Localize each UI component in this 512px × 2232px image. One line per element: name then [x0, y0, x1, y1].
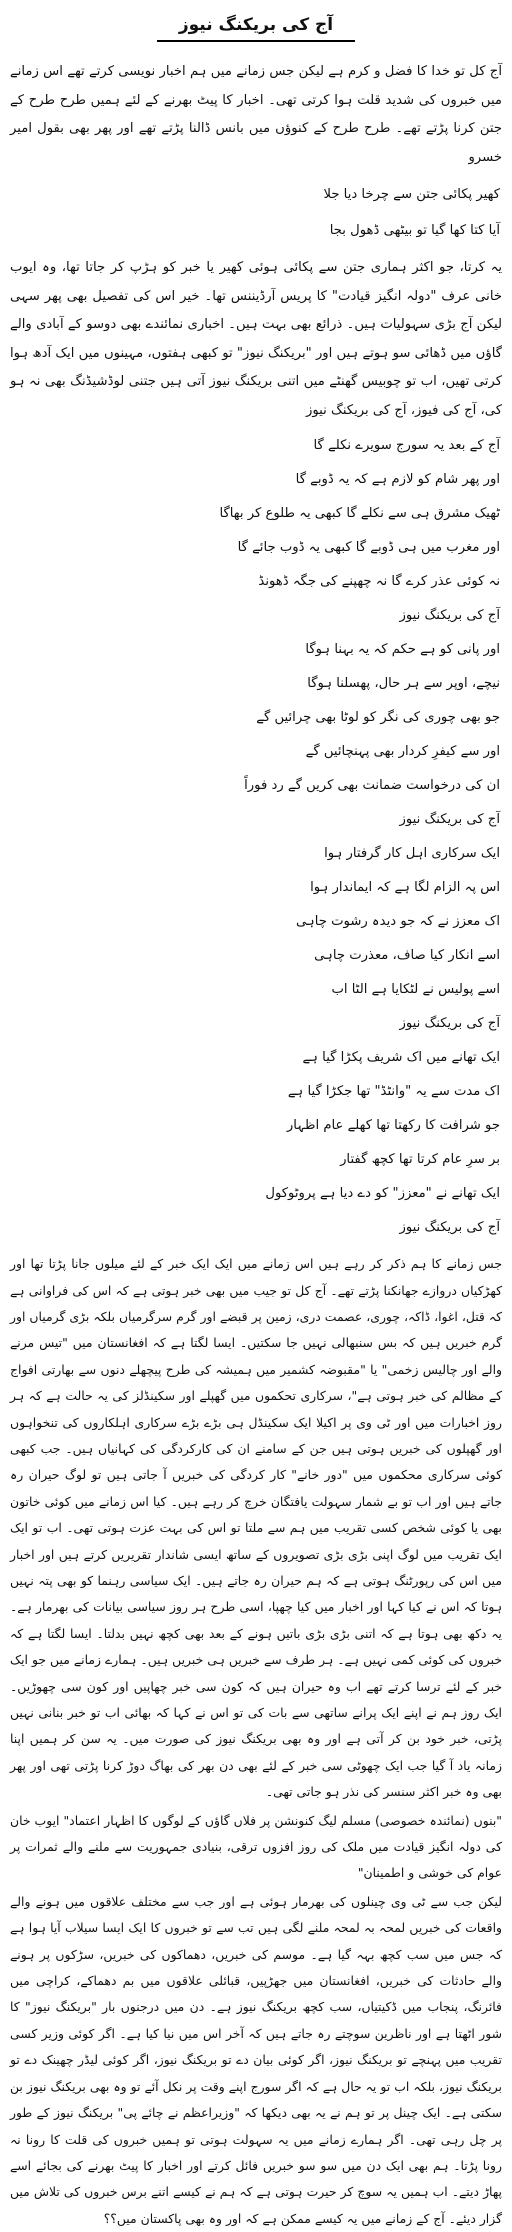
- article-title: آج کی بریکنگ نیوز: [157, 14, 355, 42]
- poem-line: آج کی بریکنگ نیوز: [399, 812, 500, 828]
- poem-line: اک مدت سے یہ "وانٹڈ" تھا جکڑا گیا ہے: [287, 1084, 500, 1100]
- couplet-block: [10, 176, 502, 248]
- body-paragraph: جس زمانے کا ہم ذکر کر رہے ہیں اس زمانے میں ایک ایک خبر کے لئے میلوں جانا پڑتا تھا اور کھڑکیاں دروازے جھانکنا پڑتے تھے۔ آج کل تو جیب میں بھی خبر ہوتی ہے کہ اس کی فراوانی ہے کہ قتل، اغوا، ڈاکہ، چوری، عصمت دری، زمین پر قبضے اور گرم سرگرمیاں بلکہ بڑی گرمیاں اور گرم خبریں ہیں کہ بس سنبھالی نہیں جا سکتیں۔ ایسا لگتا ہے کہ افغانستان میں "تیس مرنے والے اور چالیس زخمی" یا "مقبوضہ کشمیر میں ہمیشہ کی طرح پیچھلے دنوں سے بھارتی افواج کے مظالم کی خبر ہوتی ہے"، سرکاری تحکموں میں گھپلے اور سکینڈلز کی یہ حالت ہے کہ ہر روز اخبارات میں اور ٹی وی پر اکیلا ایک سکینڈل ہی بڑے بڑے سرکاری اہلکاروں کی تنخواہوں اور گھپلوں کی خبریں ہوتی ہیں جن کے سامنے ان کی کارکردگی کی کہانیاں ہیں۔ جب کبھی کوئی سرکاری محکموں میں "دور خانے" کار کردگی کی خبریں آ جاتی ہیں تو لوگ حیران رہ جاتے ہیں اور اب تو بے شمار سہولت یافتگان خرچ کر رہے ہیں۔ کیا اس زمانے میں کوئی خاتون بھی یا کوئی شخص کسی تقریب میں ہم سے ملتا تو اس کی بہت عزت ہوتی تھی۔ اب تو ایک ایک تقریب میں لوگ اپنی بڑی بڑی تصویروں کے ساتھ ایسی شاندار تقریریں کرتے ہیں اور اخبار میں اس کی رپورٹنگ ہوتی ہے کہ ہم حیران رہ جاتے ہیں۔ ایک سیاسی رہنما کو بھی پتہ نہیں ہوتا کہ اس نے کیا کہا اور اخبار میں کیا چھپا، اسی طرح ہر روز سیاسی بیانات کی بھرمار ہے۔ یہ دکھ بھی ہوتا ہے کہ اتنی بڑی بڑی باتیں ہونے کے بعد بھی کچھ نہیں بدلتا۔ ایسا لگتا ہے کہ خبروں کی کوئی کمی نہیں ہے۔ ہر طرف سے خبریں ہی خبریں ہیں۔ ہمارے زمانے میں جو ایک خبر کے لئے ترسا کرتے تھے اب وہ حیران ہیں کہ کون سی خبر چھاپیں اور کون سی چھوڑیں۔ ایک روز ہم نے اپنے ایک پرانے ساتھی سے بات کی تو اس نے کہا کہ بھائی اب تو خبر بنانی نہیں پڑتی، خبر خود بن کر آتی ہے اور وہ بھی بریکنگ نیوز کی صورت میں۔ یہ سن کر ہمیں اپنا زمانہ یاد آ گیا جب ایک چھوٹی سی خبر کے لئے بھی دن بھر کی بھاگ دوڑ کرنا پڑتی تھی اور پھر بھی وہ خبر اکثر سنسر کی نذر ہو جاتی تھی۔: [10, 1256, 502, 1800]
- poem-line: آج کی بریکنگ نیوز: [399, 608, 500, 624]
- poem-line: آج کی بریکنگ نیوز: [399, 1016, 500, 1032]
- poem-line: آج کی بریکنگ نیوز: [399, 1220, 500, 1236]
- poem-line: آج کے بعد یہ سورج سویرے نکلے گا: [313, 438, 500, 454]
- poem-line: اس پہ الزام لگا ہے کہ ایماندار ہوا: [310, 880, 500, 896]
- poem-line: اور سے کیفرِ کردار بھی پہنچائیں گے: [305, 744, 500, 760]
- poem-block: [10, 429, 502, 1245]
- poem-line: ایک سرکاری اہل کار گرفتار ہوا: [324, 846, 500, 862]
- poem-line: اسے پولیس نے لٹکایا ہے الٹا اب: [331, 982, 500, 998]
- couplet-line: آیا کتا کھا گیا تو بیٹھی ڈھول بجا: [329, 223, 500, 239]
- poem-line: اسے انکار کیا صاف، معذرت چاہی: [314, 948, 500, 964]
- body-paragraph: لیکن جب سے ٹی وی چینلوں کی بھرمار ہوئی ہے اور جب سے مختلف علاقوں میں ہونے والے واقعات کی خبریں لمحہ بہ لمحہ ملنے لگی ہیں تب سے تو خبروں کا ایک ایسا سیلاب آیا ہوا ہے کہ جس میں سب کچھ بہہ گیا ہے۔ موسم کی خبریں، دھماکوں کی خبریں، سڑکوں پر ہونے والے حادثات کی خبریں، افغانستان میں جھڑپیں، قبائلی علاقوں میں بم دھماکے، کراچی میں فائرنگ، پنجاب میں ڈکیتیاں، سب کچھ بریکنگ نیوز ہے۔ دن میں درجنوں بار "بریکنگ نیوز" کا شور اٹھتا ہے اور ناظرین سوچتے رہ جاتے ہیں کہ آخر اس میں نیا کیا ہے۔ اگر کوئی وزیر کسی تقریب میں پہنچے تو بریکنگ نیوز، اگر کوئی بیان دے تو بریکنگ نیوز، اگر کوئی لیڈر چھینک دے تو بریکنگ نیوز، بلکہ اب تو یہ حال ہے کہ اگر سورج اپنے وقت پر نکل آئے تو وہ بھی بریکنگ نیوز بن سکتی ہے۔ ایک چینل پر تو ہم نے یہ بھی دیکھا کہ "وزیراعظم نے چائے پی" بریکنگ نیوز کے طور پر چل رہی تھی۔ اگر ہمارے زمانے میں یہ سہولت ہوتی تو ہمیں خبروں کی قلت کا رونا نہ رونا پڑتا۔ ہم بھی ایک دن میں سو سو خبریں فائل کرتے اور اخبار کا پیٹ بھرنے کی بجائے اسے پھاڑ دیتے۔ اب ہمیں یہ سوچ کر حیرت ہوتی ہے کہ ہم نے کیسے اتنے برس خبروں کی تلاش میں گزار دیئے۔ آج کے زمانے میں یہ کیسے ممکن ہے کہ اور وہ بھی پاکستان میں؟؟: [10, 1893, 502, 2226]
- poem-line: نہ کوئی عذر کرے گا نہ چھپنے کی جگہ ڈھونڈ: [258, 574, 500, 590]
- poem-line: بر سرِ عام کرتا تھا کچھ گفتار: [340, 1152, 500, 1168]
- poem-line: ان کی درخواست ضمانت بھی کریں گے رد فوراً: [244, 778, 500, 794]
- middle-paragraph: یہ کرتا، جو اکثر ہماری جتن سے پکائی ہوئی کھیر یا خبر کو ہڑپ کر جاتا تھا، وہ ایوب خانی عرف "دولہ انگیز قیادت" کا پریس آرڈیننس تھا۔ خیر اس کی تفصیل بھی پھر سہی لیکن آج بڑی سہولیات ہیں۔ ذرائع بھی بہت ہیں۔ اخباری نمائندے بھی دوسو کے آبادی والے گاؤں میں ڈھائی سو ہوتے ہیں اور "بریکنگ نیوز" تو کبھی ہفتوں، مہینوں میں ایک آدھ ہوا کرتی تھیں، اب تو چوبیس گھنٹے میں اتنی بریکنگ نیوز آتی ہیں جتنی لوڈشیڈنگ بھی نہ ہو کی، آج کی فیوز، آج کی بریکنگ نیوز: [10, 260, 502, 418]
- intro-paragraph: آج کل تو خدا کا فضل و کرم ہے لیکن جس زمانے میں ہم اخبار نویسی کرتے تھے اس زمانے میں خبروں کی شدید قلت ہوا کرتی تھی۔ اخبار کا پیٹ بھرنے کے لئے ہمیں طرح طرح کے جتن کرنا پڑتے تھے۔ طرح طرح کے کنوؤں میں بانس ڈالنا پڑتے تھے اور پھر بھی بقول امیر خسرو: [10, 64, 502, 165]
- couplet-line: کھیر پکائی جتن سے چرخا دیا جلا: [323, 187, 500, 203]
- body-paragraph: "بنوں (نمائندہ خصوصی) مسلم لیگ کنونشن پر فلاں گاؤں کے لوگوں کا اظہار اعتماد" ایوب خان کی دولہ انگیز قیادت میں ملک کی روز افزوں ترقی، بنیادی جمہوریت سے ملنے والے ثمرات پر عوام کی خوشی و اطمینان": [10, 1812, 502, 1881]
- poem-line: جو شرافت کا رکھتا تھا کھلے عام اظہار: [286, 1118, 500, 1134]
- poem-line: اور پانی کو ہے حکم کہ یہ بہنا ہوگا: [305, 642, 500, 658]
- poem-line: اک معزز نے کہ جو دیدہ رشوت چاہی: [296, 914, 500, 930]
- poem-line: ایک تھانے نے "معزز" کو دے دیا ہے پروٹوکول: [265, 1186, 500, 1202]
- poem-line: نیچے، اوپر سے ہر حال، پھسلنا ہوگا: [307, 676, 500, 692]
- poem-line: ٹھیک مشرق ہی سے نکلے گا کبھی یہ طلوع کر بھاگا: [219, 506, 500, 522]
- poem-line: جو بھی چوری کی نگر کو لوٹا بھی چرائیں گے: [256, 710, 500, 726]
- poem-line: اور پھر شام کو لازم ہے کہ یہ ڈوبے گا: [295, 472, 500, 488]
- poem-line: ایک تھانے میں اک شریف پکڑا گیا ہے: [302, 1050, 500, 1066]
- article-header: [10, 14, 502, 42]
- poem-line: اور مغرب میں ہی ڈوبے گا کبھی یہ ڈوب جائے گا: [237, 540, 500, 556]
